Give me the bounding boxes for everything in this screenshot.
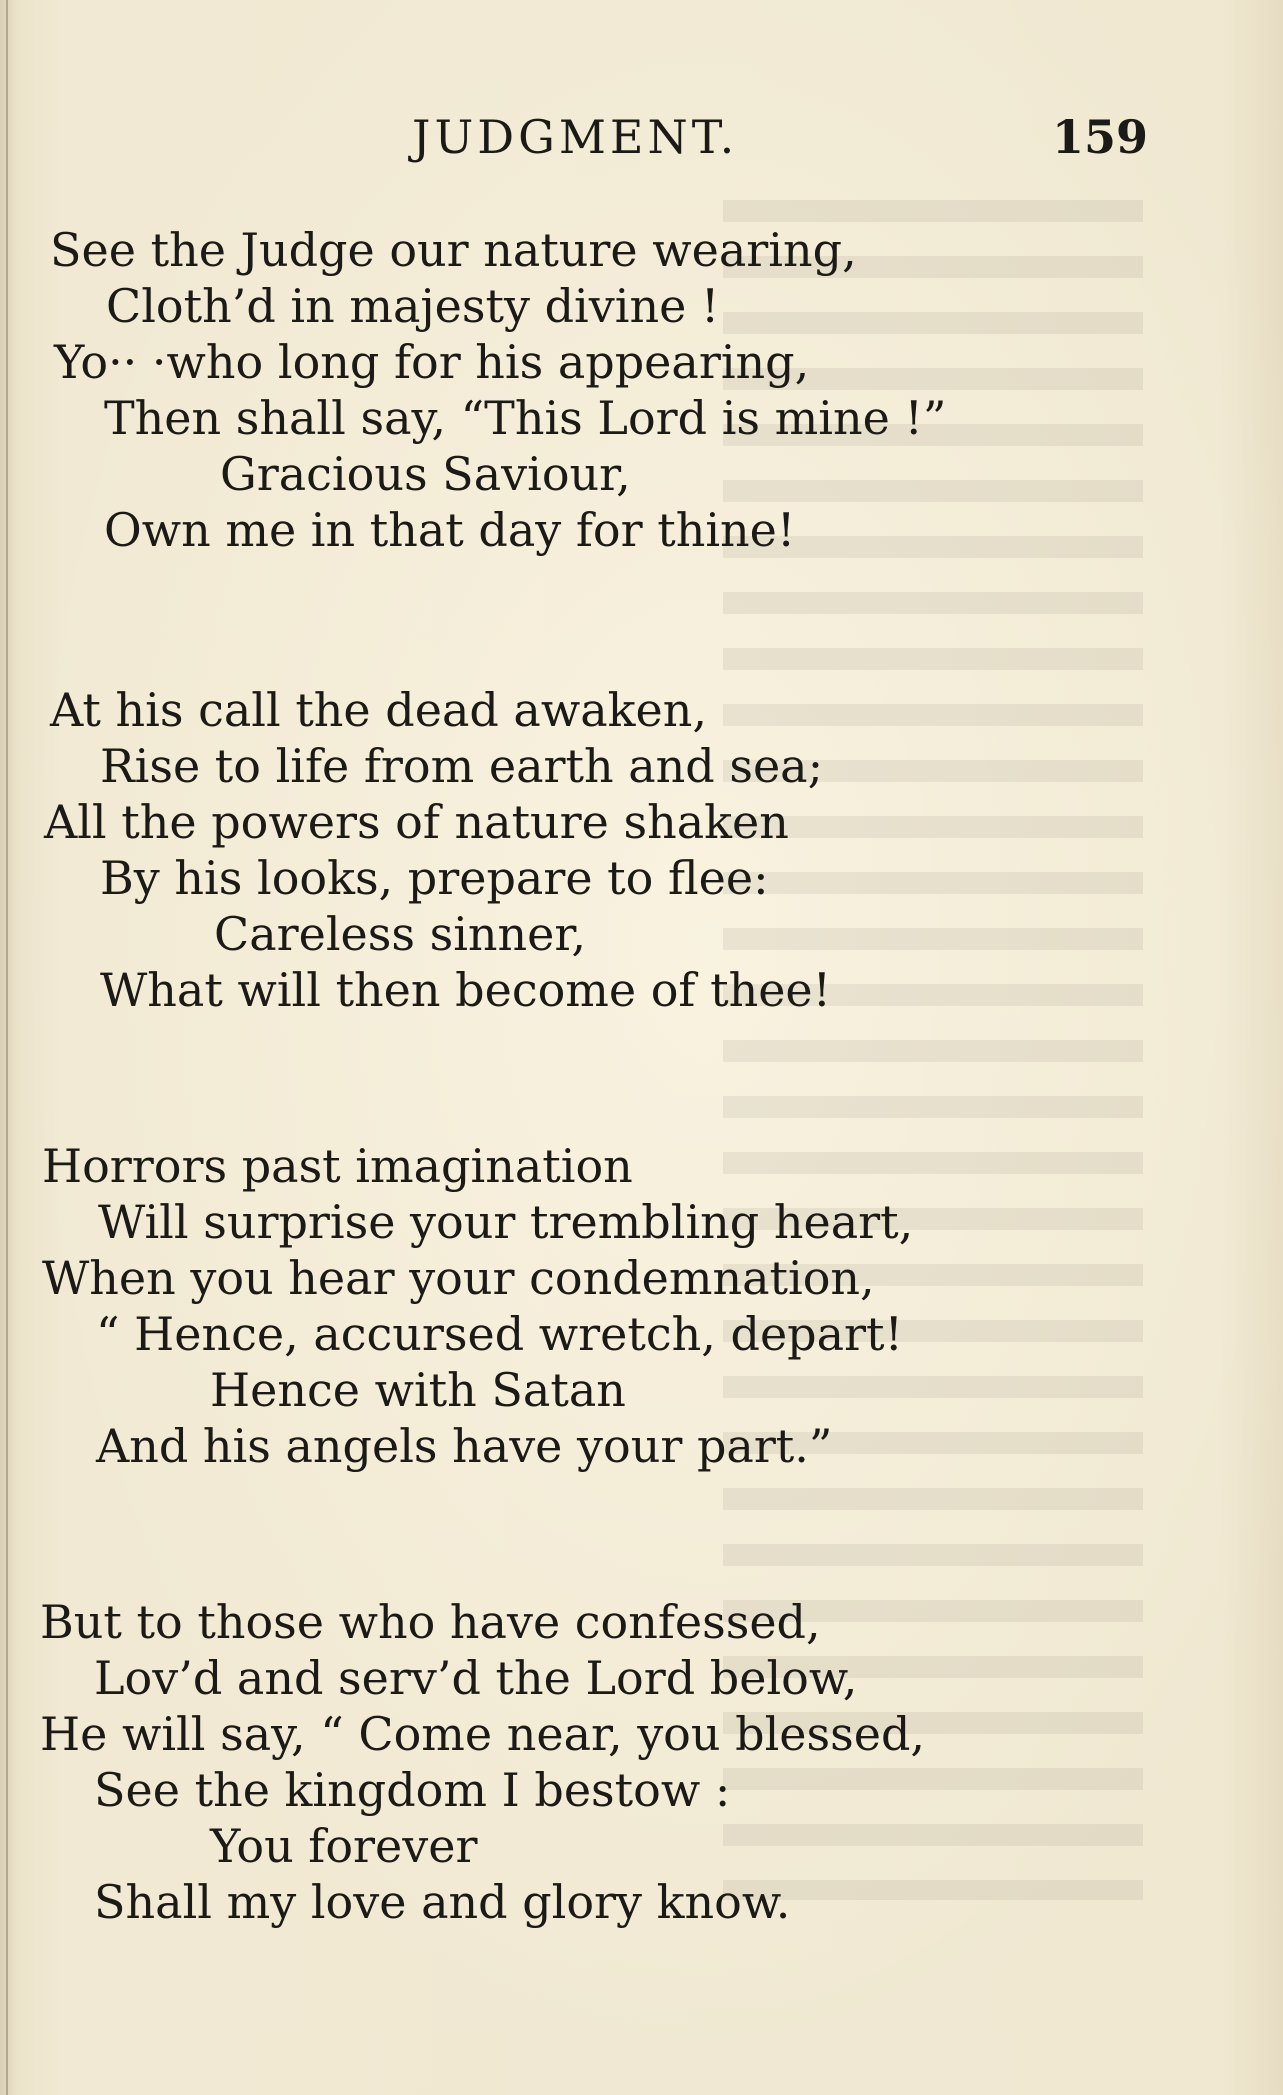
verse-line: Shall my love and glory know. [94,1875,791,1929]
verse-line: Horrors past imagination [42,1139,633,1193]
verse-line: Careless sinner, [214,907,586,961]
verse-line: What will then become of thee! [100,963,832,1017]
verse-line: Rise to life from earth and sea; [100,739,824,793]
verse-line: Own me in that day for thine! [104,503,796,557]
verse-line: See the kingdom I bestow : [94,1763,731,1817]
running-title: JUDGMENT. [412,110,739,164]
page-number: 159 [1052,110,1149,164]
verse-line: Cloth’d in majesty divine ! [106,279,720,333]
verse-line: Gracious Saviour, [220,447,631,501]
verse-line: Lov’d and serv’d the Lord below, [94,1651,858,1705]
verse-line: But to those who have confessed, [40,1595,821,1649]
verse-line: You forever [210,1819,478,1873]
verse-line: Yo·· ·who long for his appearing, [54,335,810,389]
verse-line: He will say, “ Come near, you blessed, [40,1707,926,1761]
verse-line: Will surprise your trembling heart, [98,1195,914,1249]
verse-line: Hence with Satan [210,1363,626,1417]
verse-line: At his call the dead awaken, [50,683,708,737]
verse-line: Then shall say, “This Lord is mine !” [104,391,947,445]
verse-line: And his angels have your part.” [96,1419,833,1473]
verse-line: See the Judge our nature wearing, [50,223,857,277]
page-header [0,110,1283,170]
verse-line: When you hear your condemnation, [42,1251,875,1305]
verse-line: By his looks, prepare to flee: [100,851,769,905]
verse-line: All the powers of nature shaken [44,795,789,849]
verse-line: “ Hence, accursed wretch, depart! [96,1307,903,1361]
